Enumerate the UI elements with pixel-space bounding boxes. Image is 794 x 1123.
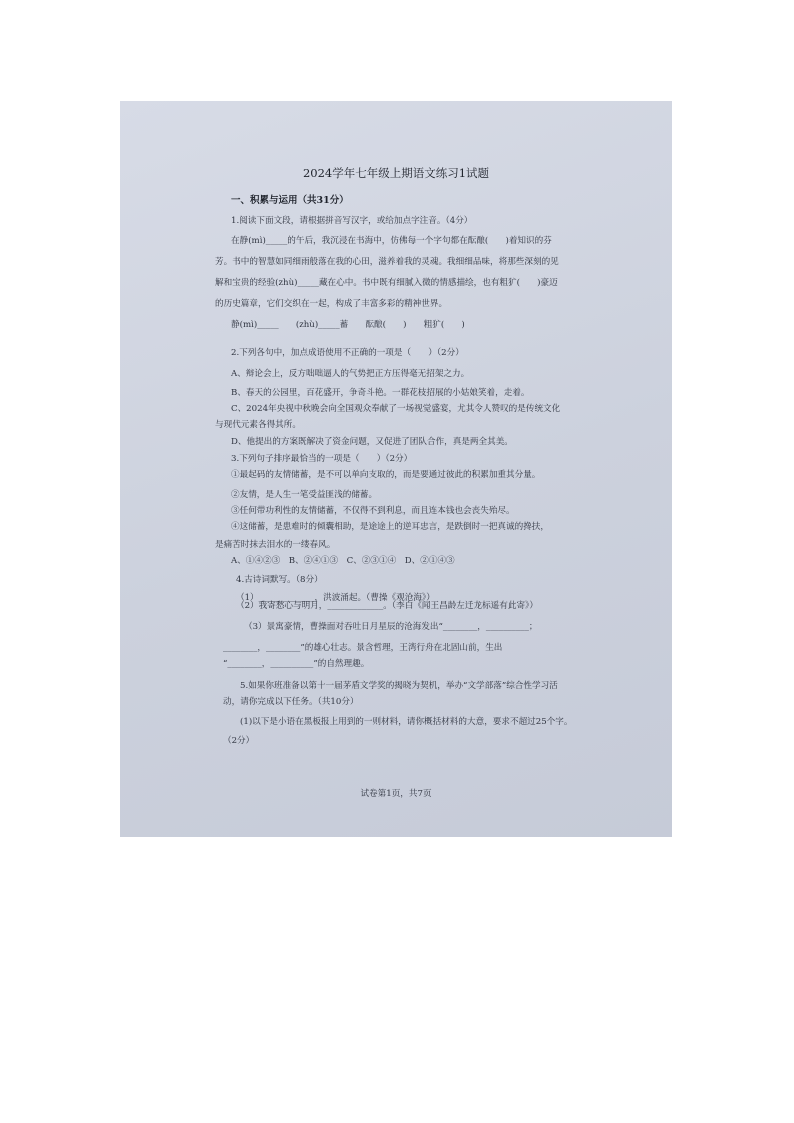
exam-sheet: [120, 101, 672, 837]
question-5-stem-cont: 动，请你完成以下任务。（共10分）: [223, 697, 359, 707]
question-1-passage-line: 解和宝贵的经验(zhù)_____藏在心中。书中既有细腻入微的情感描绘，也有粗犷( )豪迈: [215, 278, 558, 288]
question-3-sentence-2: ②友情，是人生一笔受益匪浅的储蓄。: [231, 490, 378, 500]
question-2-option-b: B、春天的公园里，百花盛开，争奇斗艳。一群花枝招展的小姑娘笑着，走着。: [231, 388, 530, 398]
question-4-item-2: （2）我寄愁心与明月，_____________。（李白《闻王昌龄左迁龙标遥有此寄》）: [236, 601, 538, 611]
scanned-page-photo: [120, 101, 672, 837]
question-4-item-3-cont: “________，__________”的自然理趣。: [223, 659, 370, 669]
question-5-task-1: (1)以下是小语在黑板报上用到的一则材料，请你概括材料的大意，要求不超过25个字。: [240, 717, 573, 727]
question-2-option-c: C、2024年央视中秋晚会向全国观众奉献了一场视觉盛宴，尤其令人赞叹的是传统文化: [231, 404, 561, 414]
question-3-sentence-4: ④这储蓄，是患难时的倾囊相助，是途途上的逆耳忠言，是跌倒时一把真诚的搀扶，: [231, 522, 549, 532]
question-4-stem: 4.古诗词默写。（8分）: [236, 575, 323, 585]
exam-title: 2024学年七年级上期语文练习1试题: [302, 166, 490, 180]
question-1-passage-line: 在静(mì)_____的午后，我沉浸在书海中，仿佛每一个字句都在酝酿( )着知识的芬: [231, 236, 552, 246]
question-1-passage-line: 芳。书中的智慧如同细雨般落在我的心田，滋养着我的灵魂。我细细品味，将那些深刻的见: [215, 257, 559, 267]
question-4-item-3: （3）景寓豪情，曹操面对吞吐日月星辰的沧海发出“________，__________；: [244, 622, 538, 632]
question-2-stem: 2.下列各句中，加点成语使用不正确的一项是（ ）（2分）: [231, 348, 464, 358]
question-4-item-3-cont: ________，________”的雄心壮志。景含哲理，王湾行舟在北固山前，生出: [223, 643, 503, 653]
section-heading: 一、积累与运用（共31分）: [231, 195, 349, 206]
question-3-options: A、①④②③ B、②④①③ C、②③①④ D、②①④③: [231, 556, 455, 566]
question-1-passage-line: 的历史篇章，它们交织在一起，构成了丰富多彩的精神世界。: [215, 299, 448, 309]
question-3-sentence-4-cont: 是痛苦时抹去泪水的一缕春风。: [215, 540, 336, 550]
question-3-stem: 3.下列句子排序最恰当的一项是（ ）（2分）: [231, 454, 413, 464]
question-5-task-1-score: （2分）: [223, 736, 255, 746]
question-5-stem: 5.如果你班准备以第十一届茅盾文学奖的揭晓为契机，举办“文学部落”综合性学习活: [240, 681, 558, 691]
question-1-stem: 1.阅读下面文段，请根据拼音写汉字，或给加点字注音。（4分）: [231, 216, 473, 226]
question-2-option-c-cont: 与现代元素各得其所。: [215, 420, 301, 430]
page-footer: 试卷第1页，共7页: [360, 789, 432, 799]
question-4-item-1: （1）_____________，洪波涌起。（曹操《观沧海》）: [236, 593, 435, 603]
question-3-sentence-3: ③任何带功利性的友情储蓄，不仅得不到利息，而且连本钱也会丧失殆尽。: [231, 506, 515, 516]
question-2-option-d: D、他提出的方案既解决了资金问题，又促进了团队合作，真是两全其美。: [231, 437, 513, 447]
question-2-option-a: A、辩论会上，反方咄咄逼人的气势把正方压得毫无招架之力。: [231, 369, 470, 379]
question-3-sentence-1: ①最起码的友情储蓄，是不可以单向支取的，而是要通过彼此的积累加重其分量。: [231, 470, 541, 480]
question-1-answer-blanks: 静(mì)_____ (zhù)_____蓄 酝酿( ) 粗犷( ): [231, 320, 465, 330]
